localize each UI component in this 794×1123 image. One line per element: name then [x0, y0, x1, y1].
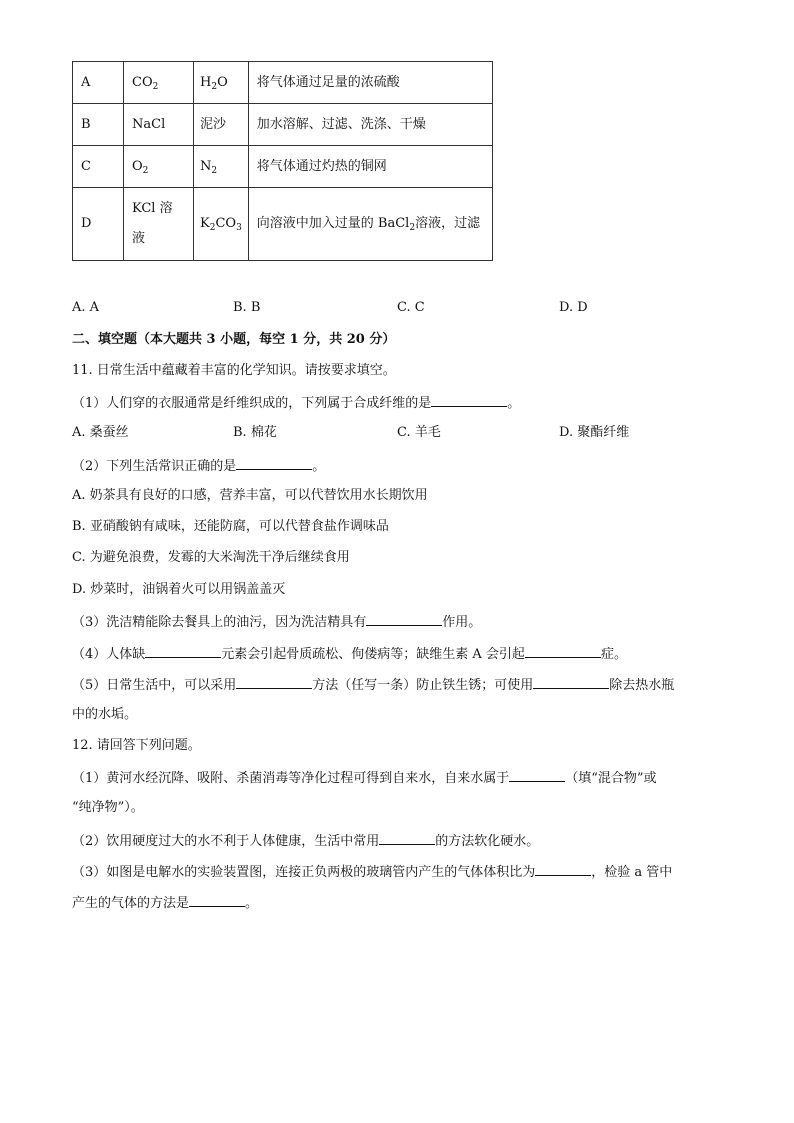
- q11-part4: （4）人体缺 元素会引起骨质疏松、佝偻病等；缺维生素 A 会引起 症。: [72, 643, 627, 665]
- q12-part2: （2）饮用硬度过大的水不利于人体健康，生活中常用 的方法软化硬水。: [72, 830, 539, 852]
- table-row: [73, 104, 493, 146]
- q11-part1: （1）人们穿的衣服通常是纤维织成的，下列属于合成纤维的是 。: [72, 392, 520, 414]
- q12-part3: （3）如图是电解水的实验装置图，连接正负两极的玻璃管内产生的气体体积比为 ，检验 a 管中: [72, 861, 672, 883]
- impurity-cell: 泥沙: [194, 104, 249, 146]
- q11-p1-option-c: C. 羊毛: [397, 425, 441, 440]
- q12-part3-cont: 产生的气体的方法是 。: [72, 892, 258, 914]
- substance-cell: KCl 溶液: [124, 188, 194, 261]
- answer-blank: [189, 892, 245, 907]
- impurity-removal-table: [72, 61, 493, 261]
- method-cell: 将气体通过足量的浓硫酸: [248, 62, 492, 104]
- q11-p2-option-d: D. 炒菜时，油锅着火可以用锅盖盖灭: [72, 582, 286, 597]
- substance-cell: NaCl: [124, 104, 194, 146]
- q11-part2: （2）下列生活常识正确的是 。: [72, 455, 325, 477]
- option-cell: D: [73, 188, 124, 261]
- answer-blank: [535, 861, 591, 876]
- answer-blank: [509, 767, 565, 782]
- q11-p1-option-d: D. 聚酯纤维: [559, 425, 630, 440]
- q11-part3: （3）洗洁精能除去餐具上的油污，因为洗洁精具有 作用。: [72, 611, 481, 633]
- table-row: [73, 146, 493, 188]
- choice-a: A. A: [72, 300, 100, 315]
- impurity-cell: $N_2$: [194, 146, 249, 188]
- answer-blank: [236, 455, 312, 470]
- method-cell: 将气体通过灼热的铜网: [248, 146, 492, 188]
- q12-stem: 12. 请回答下列问题。: [72, 738, 201, 753]
- q11-part5-cont: 中的水垢。: [72, 707, 138, 722]
- option-cell: C: [73, 146, 124, 188]
- choice-d: D. D: [559, 300, 588, 315]
- q11-p1-option-a: A. 桑蚕丝: [72, 425, 129, 440]
- q11-p1-option-b: B. 棉花: [233, 425, 277, 440]
- impurity-cell: $K_2CO_3$: [194, 188, 249, 261]
- q12-part1-cont: “纯净物”）。: [72, 800, 144, 815]
- impurity-cell: $H_2O$: [194, 62, 249, 104]
- q11-p2-option-a: A. 奶茶具有良好的口感，营养丰富，可以代替饮用水长期饮用: [72, 488, 428, 503]
- substance-cell: $O_2$: [124, 146, 194, 188]
- table-row: [73, 62, 493, 104]
- q11-stem: 11. 日常生活中蕴藏着丰富的化学知识。请按要求填空。: [72, 363, 396, 378]
- option-cell: A: [73, 62, 124, 104]
- substance-cell: $CO_2$: [124, 62, 194, 104]
- answer-blank: [431, 392, 507, 407]
- q11-p2-option-b: B. 亚硝酸钠有咸味，还能防腐，可以代替食盐作调味品: [72, 519, 389, 534]
- choice-c: C. C: [397, 300, 425, 315]
- method-cell: 向溶液中加入过量的 BaCl$_2$溶液，过滤: [248, 188, 492, 261]
- option-cell: B: [73, 104, 124, 146]
- choice-b: B. B: [233, 300, 261, 315]
- section-heading: 二、填空题（本大题共 3 小题，每空 1 分，共 20 分）: [72, 332, 396, 347]
- answer-blank: [236, 674, 312, 689]
- table-row: [73, 188, 493, 261]
- answer-blank: [533, 674, 609, 689]
- answer-blank: [525, 643, 601, 658]
- answer-blank: [145, 643, 221, 658]
- method-cell: 加水溶解、过滤、洗涤、干燥: [248, 104, 492, 146]
- q11-part5: （5）日常生活中，可以采用 方法（任写一条）防止铁生锈；可使用 除去热水瓶: [72, 674, 674, 696]
- answer-blank: [379, 830, 435, 845]
- q12-part1: （1）黄河水经沉降、吸附、杀菌消毒等净化过程可得到自来水，自来水属于 （填“混合物”或: [72, 767, 657, 789]
- answer-blank: [366, 611, 442, 626]
- q11-p2-option-c: C. 为避免浪费，发霉的大米淘洗干净后继续食用: [72, 550, 350, 565]
